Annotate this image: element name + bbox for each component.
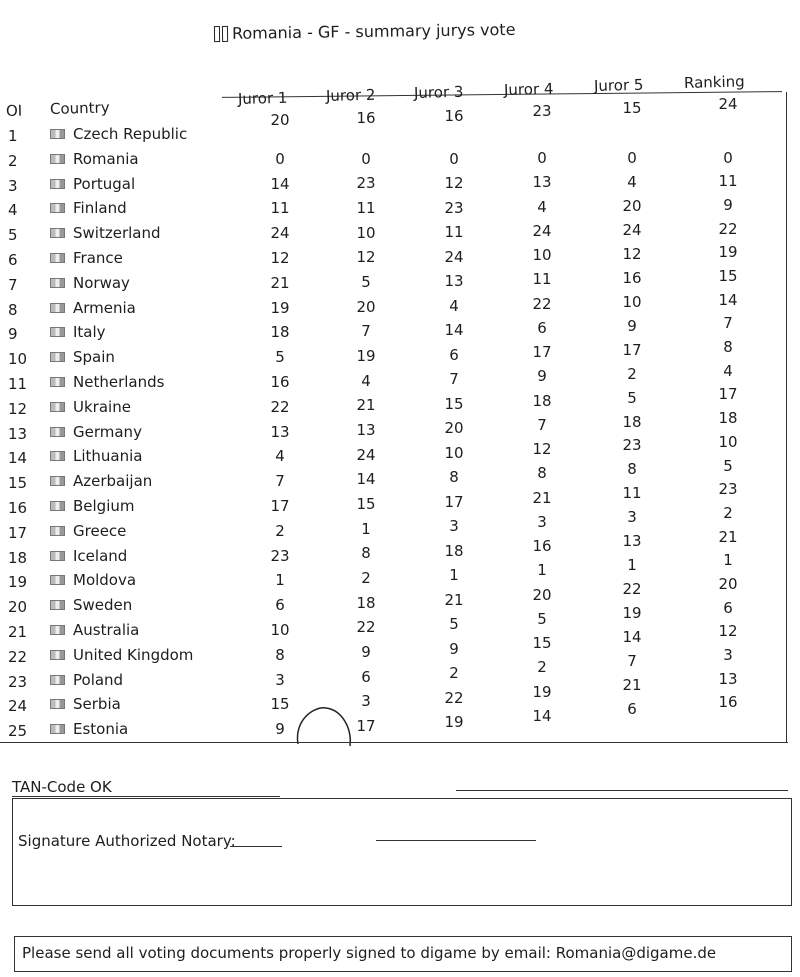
juror-score-cell: 2 [627,364,637,383]
country-name: Romania [73,149,139,168]
juror-score-cell: 11 [270,199,290,218]
country-cell [50,298,136,318]
juror-score-cell: 21 [532,488,552,507]
juror-score-cell: 14 [270,174,290,193]
juror-score-cell: 24 [270,224,290,243]
juror-score-cell: 17 [270,497,290,515]
country-flag-icon [50,129,65,139]
country-name: Ukraine [73,397,131,416]
country-flag-icon [50,228,65,238]
country-name: Switzerland [73,224,161,243]
col-header-juror1: Juror 1 [237,88,288,108]
country-name: Belgium [73,497,135,515]
juror-score-cell: 4 [449,296,459,315]
juror-score-cell: 24 [532,221,552,240]
country-cell [50,174,135,194]
row-index: 23 [8,672,28,691]
juror-score-cell: 13 [622,532,642,551]
juror-score-cell: 2 [275,521,285,540]
juror-score-cell: 5 [627,388,637,407]
juror-score-cell: 4 [275,447,285,466]
juror-score-cell: 13 [444,272,464,291]
country-name: Sweden [73,596,133,615]
juror-score-cell: 10 [444,443,464,462]
ranking-cell: 15 [718,267,738,286]
juror-score-cell: 12 [622,244,642,263]
juror-score-cell: 20 [356,297,376,316]
romania-flag-icon [214,25,228,41]
juror-score-cell: 22 [532,294,552,313]
row-index: 17 [8,523,28,542]
title-text: Romania - GF - summary jurys vote [231,19,516,43]
col-header-ranking: Ranking [683,72,745,92]
juror-score-cell: 3 [627,508,637,527]
country-flag-icon [50,352,65,362]
country-cell [50,471,152,491]
row-index: 16 [8,499,28,517]
juror-score-cell: 18 [532,391,552,410]
juror-score-cell: 22 [444,688,464,707]
juror-score-cell: 13 [270,422,290,441]
ranking-cell: 13 [718,669,738,688]
col-header-juror5: Juror 5 [593,75,644,95]
juror-score-cell: 13 [532,173,552,192]
juror-score-cell: 0 [361,149,371,168]
row-index: 14 [8,449,28,468]
ranking-cell: 7 [723,314,733,333]
col-header-index: OI [5,101,23,120]
row-index: 22 [8,647,28,666]
country-name: Portugal [73,174,136,193]
row-index: 18 [8,548,28,567]
footer-text: Please send all voting documents properly signed to digame by email: Romania@digame.de [22,944,717,962]
country-name: Finland [73,199,127,218]
row-index: 13 [8,424,28,443]
country-name: Estonia [73,720,129,739]
juror-score-cell: 10 [356,223,376,242]
juror-score-cell: 12 [444,174,464,193]
col-header-juror2: Juror 2 [325,85,376,105]
country-cell [50,719,128,739]
juror-score-cell: 23 [622,436,642,455]
juror-score-cell: 21 [356,396,376,415]
juror-score-cell: 14 [356,470,376,489]
juror-score-cell: 13 [356,420,376,439]
country-flag-icon [50,476,65,486]
country-flag-icon [50,575,65,585]
header-number-juror1: 20 [270,111,290,129]
juror-score-cell: 15 [270,695,290,714]
juror-score-cell: 4 [627,172,637,191]
country-cell [50,521,126,541]
juror-score-cell: 16 [622,268,642,287]
row-index: 19 [8,573,28,592]
notary-box [12,798,792,906]
country-cell [50,372,164,392]
country-name: Germany [73,422,142,441]
country-name: France [73,249,123,267]
country-cell [50,570,136,590]
juror-score-cell: 18 [444,541,464,560]
juror-score-cell: 19 [356,346,376,365]
country-flag-icon [50,303,65,313]
juror-score-cell: 15 [444,394,464,413]
country-flag-icon [50,377,65,387]
juror-score-cell: 20 [532,585,552,604]
country-name: Norway [73,273,130,292]
juror-score-cell: 7 [361,322,371,341]
juror-score-cell: 14 [622,628,642,647]
row-index: 21 [8,623,28,641]
country-cell [50,694,121,714]
country-flag-icon [50,253,65,263]
juror-score-cell: 8 [537,464,547,483]
ranking-cell: 2 [723,503,733,522]
ranking-cell: 12 [718,622,738,641]
tan-right-rule [456,790,788,791]
ranking-cell: 23 [718,480,738,499]
juror-score-cell: 3 [449,517,459,536]
juror-score-cell: 10 [622,292,642,311]
juror-score-cell: 20 [444,419,464,438]
juror-score-cell: 17 [532,343,552,362]
row-index: 11 [8,375,28,393]
juror-score-cell: 12 [270,249,290,267]
country-cell [50,273,130,293]
col-header-juror4: Juror 4 [503,79,554,99]
juror-score-cell: 17 [622,340,642,359]
document-title [214,20,516,43]
country-name: Greece [73,521,127,540]
juror-score-cell: 9 [537,367,547,386]
country-name: Australia [73,621,140,639]
table-right-rule [786,92,787,742]
country-cell [50,347,115,367]
table-bottom-rule [0,742,788,743]
country-cell [50,422,142,442]
juror-score-cell: 8 [361,544,371,563]
juror-score-cell: 17 [356,716,376,735]
juror-score-cell: 15 [356,494,376,513]
juror-score-cell: 9 [449,639,459,658]
juror-score-cell: 6 [361,667,371,686]
juror-score-cell: 22 [270,397,290,416]
juror-score-cell: 8 [449,468,459,487]
ranking-cell: 20 [718,574,738,593]
juror-score-cell: 23 [270,546,290,565]
ranking-cell: 0 [723,148,733,167]
country-flag-icon [50,699,65,709]
ranking-cell: 6 [723,598,733,617]
country-name: Czech Republic [73,125,188,143]
juror-score-cell: 2 [537,658,547,677]
juror-score-cell: 10 [270,621,290,639]
country-name: Spain [73,348,115,367]
country-flag-icon [50,402,65,412]
notary-signature-line-2 [376,840,536,841]
col-header-juror3: Juror 3 [413,82,464,102]
juror-score-cell: 1 [449,566,459,585]
juror-score-cell: 3 [275,670,285,689]
juror-score-cell: 21 [444,590,464,609]
juror-score-cell: 0 [449,149,459,168]
juror-score-cell: 18 [356,593,376,612]
country-flag-icon [50,278,65,288]
juror-score-cell: 22 [356,618,376,637]
juror-score-cell: 16 [532,537,552,556]
country-name: Serbia [73,695,121,714]
juror-score-cell: 5 [361,272,371,291]
ranking-cell: 5 [723,456,733,475]
country-cell [50,446,142,466]
country-cell [50,322,106,342]
ranking-cell: 14 [718,290,738,309]
notary-label: Signature Authorized Notary: [18,832,236,850]
country-name: Azerbaijan [73,472,153,491]
juror-score-cell: 11 [356,198,376,217]
juror-score-cell: 5 [449,615,459,634]
ranking-cell: 8 [723,338,733,357]
country-cell [50,223,161,243]
row-index: 15 [8,474,28,493]
country-flag-icon [50,501,65,511]
ranking-cell: 18 [718,409,738,428]
juror-score-cell: 9 [627,316,637,335]
country-flag-icon [50,203,65,213]
country-flag-icon [50,625,65,635]
juror-score-cell: 11 [532,270,552,289]
row-index: 5 [8,226,18,245]
juror-score-cell: 1 [361,519,371,538]
juror-score-cell: 0 [537,149,547,168]
row-index: 3 [8,176,18,195]
juror-score-cell: 3 [361,692,371,711]
juror-score-cell: 0 [627,148,637,167]
juror-score-cell: 9 [275,720,285,739]
row-index: 9 [8,325,18,344]
juror-score-cell: 3 [537,512,547,531]
juror-score-cell: 24 [444,247,464,266]
row-index: 1 [8,127,18,145]
juror-score-cell: 15 [532,634,552,653]
juror-score-cell: 1 [627,556,637,575]
country-flag-icon [50,154,65,164]
juror-score-cell: 19 [622,604,642,623]
ranking-cell: 11 [718,172,738,191]
juror-score-cell: 2 [361,568,371,587]
juror-score-cell: 18 [270,323,290,342]
juror-score-cell: 8 [627,460,637,479]
country-flag-icon [50,551,65,561]
juror-score-cell: 21 [622,676,642,695]
juror-score-cell: 16 [270,373,290,391]
juror-score-cell: 21 [270,273,290,292]
juror-score-cell: 7 [537,415,547,434]
juror-score-cell: 14 [532,706,552,725]
country-name: Armenia [73,298,136,317]
ranking-cell: 3 [723,645,733,664]
country-flag-icon [50,724,65,734]
row-index: 2 [8,151,18,170]
juror-score-cell: 20 [622,196,642,215]
ranking-cell: 21 [718,527,738,546]
country-cell [50,124,187,144]
juror-score-cell: 5 [537,609,547,628]
juror-score-cell: 6 [627,700,637,719]
juror-score-cell: 11 [444,223,464,242]
country-cell [50,198,127,218]
country-cell [50,670,123,690]
row-index: 10 [8,350,28,369]
row-index: 8 [8,300,18,319]
juror-score-cell: 9 [361,642,371,661]
header-number-juror2: 16 [356,109,376,127]
country-name: United Kingdom [73,645,194,664]
row-index: 12 [8,399,28,418]
juror-score-cell: 19 [444,713,464,732]
country-flag-icon [50,600,65,610]
header-rule [222,91,782,98]
country-flag-icon [50,675,65,685]
country-name: Lithuania [73,447,143,466]
country-name: Iceland [73,546,128,565]
country-flag-icon [50,526,65,536]
juror-score-cell: 23 [356,174,376,193]
country-flag-icon [50,327,65,337]
country-flag-icon [50,451,65,461]
juror-score-cell: 19 [532,682,552,701]
row-index: 6 [8,251,18,269]
header-number-juror3: 16 [444,107,464,125]
ranking-cell: 4 [723,361,733,380]
juror-score-cell: 23 [444,198,464,217]
country-cell [50,595,132,615]
juror-score-cell: 12 [532,440,552,459]
juror-score-cell: 4 [361,371,371,390]
juror-score-cell: 14 [444,321,464,340]
juror-score-cell: 6 [449,345,459,364]
row-index: 24 [8,697,28,716]
header-number-ranking: 24 [718,95,738,113]
juror-score-cell: 5 [275,348,285,367]
row-index: 4 [8,201,18,220]
ranking-cell: 17 [718,385,738,404]
row-index: 25 [8,722,28,741]
juror-score-cell: 7 [449,370,459,389]
country-flag-icon [50,427,65,437]
ranking-cell: 1 [723,551,733,570]
juror-score-cell: 17 [444,492,464,511]
country-cell [50,397,131,417]
country-cell [50,620,139,640]
juror-score-cell: 24 [622,220,642,239]
row-index: 20 [8,598,28,617]
country-name: Italy [73,323,106,342]
notary-signature-line-1 [230,846,282,847]
row-index: 7 [8,275,18,294]
juror-score-cell: 24 [356,445,376,464]
ranking-cell: 19 [718,243,738,262]
country-cell [50,149,139,169]
juror-score-cell: 11 [622,484,642,503]
juror-score-cell: 6 [537,318,547,337]
juror-score-cell: 2 [449,664,459,683]
juror-score-cell: 7 [275,472,285,491]
juror-score-cell: 22 [622,580,642,599]
country-cell [50,496,135,516]
juror-score-cell: 1 [537,561,547,580]
country-cell [50,645,193,665]
ranking-cell: 22 [718,219,738,238]
juror-score-cell: 6 [275,596,285,615]
juror-score-cell: 10 [532,246,552,265]
col-header-country: Country [49,98,110,118]
juror-score-cell: 1 [275,571,285,590]
country-cell [50,248,123,268]
country-name: Moldova [73,571,137,590]
juror-score-cell: 4 [537,197,547,216]
country-flag-icon [50,650,65,660]
header-number-juror5: 15 [622,99,642,117]
country-name: Poland [73,670,124,689]
country-flag-icon [50,179,65,189]
country-cell [50,546,127,566]
ranking-cell: 16 [718,693,738,712]
juror-score-cell: 8 [275,645,285,664]
ranking-cell: 9 [723,196,733,215]
ranking-cell: 10 [718,432,738,451]
tan-underline [12,796,280,797]
header-number-juror4: 23 [532,102,552,120]
juror-score-cell: 7 [627,652,637,671]
country-name: Netherlands [73,373,165,391]
juror-score-cell: 0 [275,149,285,168]
tan-code-label: TAN-Code OK [12,778,112,796]
juror-score-cell: 12 [356,248,376,267]
juror-score-cell: 18 [622,412,642,431]
juror-score-cell: 19 [270,298,290,317]
